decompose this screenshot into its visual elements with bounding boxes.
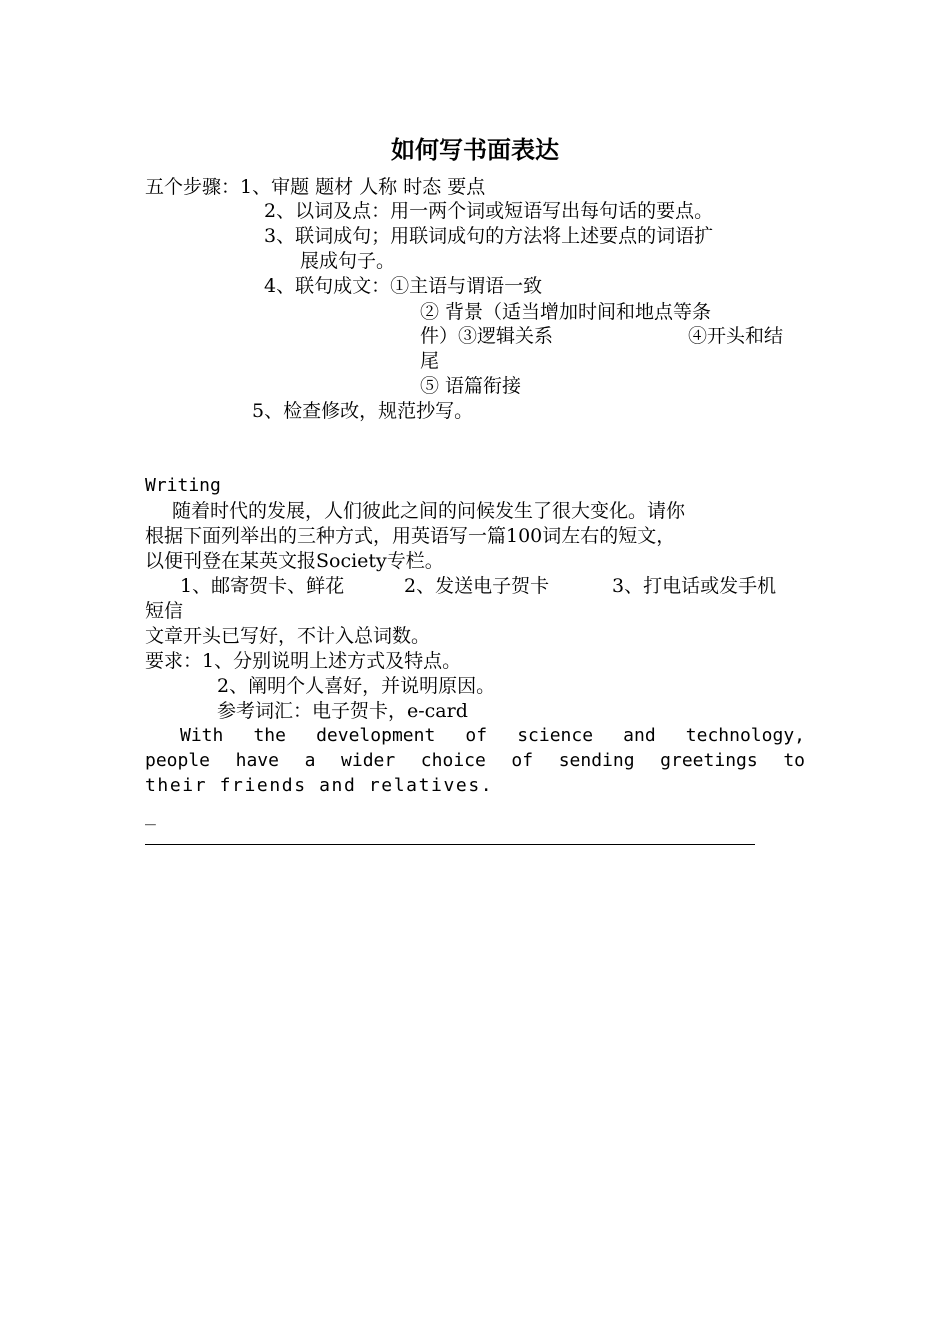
answer-line <box>145 844 755 845</box>
option-3: 3、打电话或发手机 <box>612 575 777 597</box>
requirement-1: 要求：1、分别说明上述方式及特点。 <box>145 650 462 672</box>
writing-heading: Writing <box>145 475 221 496</box>
requirement-2: 2、阐明个人喜好，并说明原因。 <box>217 675 496 697</box>
step-4-item-2: ② 背景（适当增加时间和地点等条 <box>420 301 712 323</box>
prompt-line-3: 以便刊登在某英文报Society专栏。 <box>145 550 444 572</box>
step-4: 4、联句成文：①主语与谓语一致 <box>264 275 543 297</box>
step-4-item-5: ⑤ 语篇衔接 <box>420 375 522 397</box>
step-3-cont: 展成句子。 <box>300 250 396 272</box>
english-line-1: With the development of science and technology, <box>180 725 805 746</box>
step-2: 2、以词及点：用一两个词或短语写出每句话的要点。 <box>264 200 714 222</box>
prompt-line-1: 随着时代的发展，人们彼此之间的问候发生了很大变化。请你 <box>172 500 686 522</box>
option-3-cont: 短信 <box>145 600 184 622</box>
step-3: 3、联词成句；用联词成句的方法将上述要点的词语扩 <box>264 225 714 247</box>
english-line-2: people have a wider choice of sending greetings to <box>145 750 805 771</box>
english-line-3: their friends and relatives. <box>145 775 494 796</box>
page-title: 如何写书面表达 <box>391 135 559 164</box>
option-1: 1、邮寄贺卡、鲜花 <box>180 575 345 597</box>
step-4-item-4-cont: 尾 <box>420 350 440 372</box>
note-line: 文章开头已写好，不计入总词数。 <box>145 625 431 647</box>
step-4-item-3: 件）③逻辑关系 <box>420 325 554 347</box>
step-1: 五个步骤：1、审题 题材 人称 时态 要点 <box>145 176 486 198</box>
vocabulary-line: 参考词汇：电子贺卡，e-card <box>217 700 468 722</box>
prompt-line-2: 根据下面列举出的三种方式，用英语写一篇100词左右的短文， <box>145 525 676 547</box>
step-4-item-4: ④开头和结 <box>688 325 784 347</box>
answer-dash: _ <box>145 805 156 826</box>
step-5: 5、检查修改，规范抄写。 <box>252 400 474 422</box>
option-2: 2、发送电子贺卡 <box>404 575 550 597</box>
